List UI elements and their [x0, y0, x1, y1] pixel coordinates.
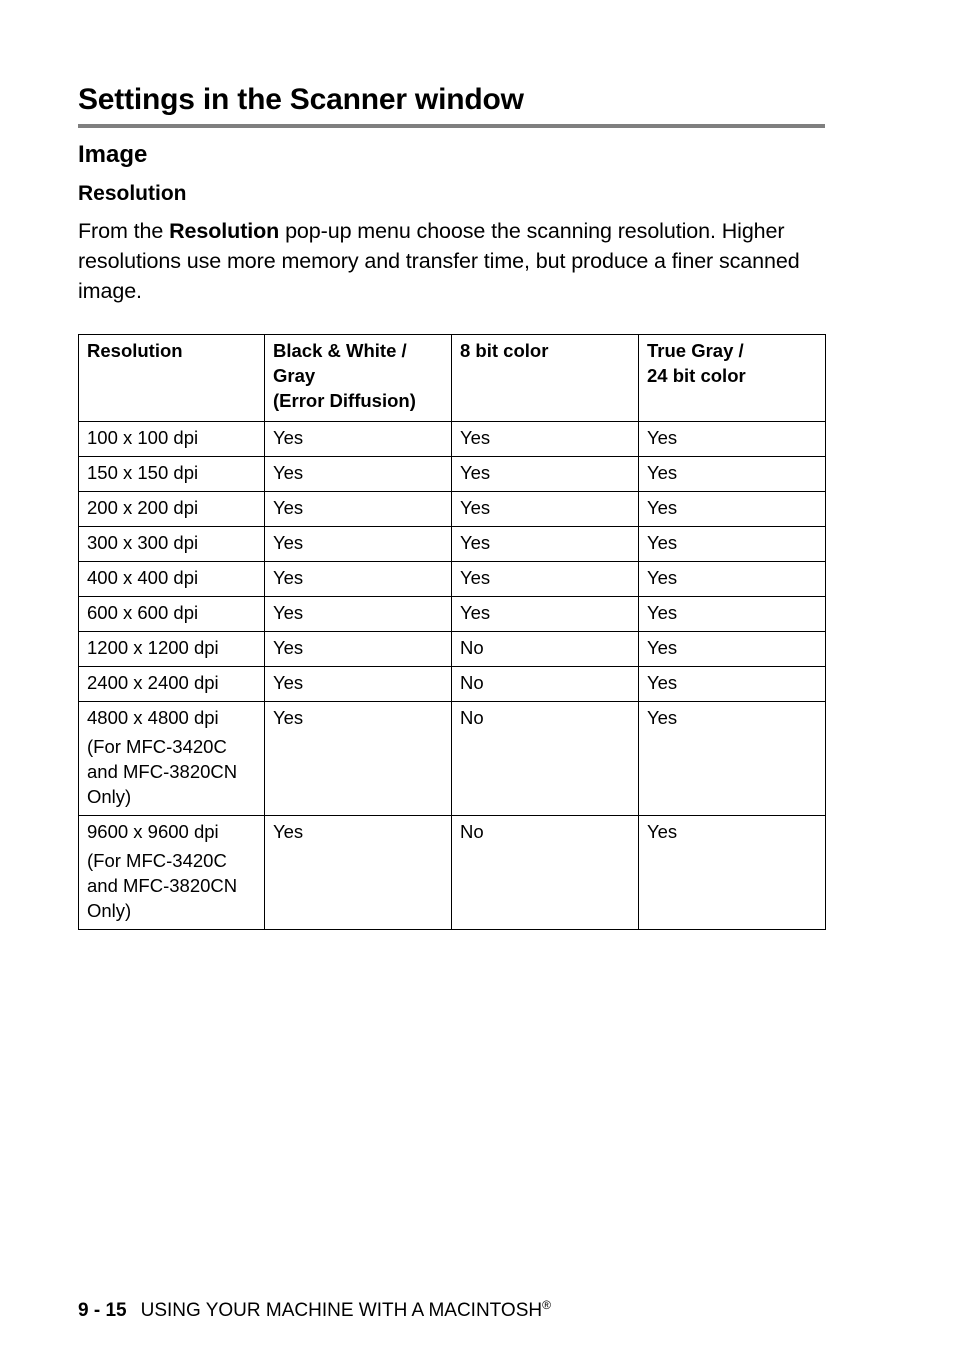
- subsection-title: Image: [78, 141, 148, 168]
- cell-resolution: 300 x 300 dpi: [79, 527, 265, 562]
- cell-truegray: Yes: [639, 422, 826, 457]
- cell-truegray: Yes: [639, 527, 826, 562]
- table-row: [79, 562, 826, 597]
- cell-8bit: Yes: [452, 492, 639, 527]
- table-row: [79, 702, 826, 816]
- table-row: [79, 457, 826, 492]
- cell-truegray: Yes: [639, 632, 826, 667]
- cell-resolution: [79, 702, 265, 816]
- cell-bw: Yes: [265, 562, 452, 597]
- intro-paragraph: [78, 216, 825, 306]
- model-note: (For MFC-3420C and MFC-3820CN Only): [87, 736, 238, 807]
- header-line: 24 bit color: [647, 365, 746, 386]
- resolution-value: 9600 x 9600 dpi: [87, 821, 219, 842]
- cell-bw: Yes: [265, 816, 452, 930]
- cell-8bit: Yes: [452, 562, 639, 597]
- cell-resolution: 2400 x 2400 dpi: [79, 667, 265, 702]
- cell-resolution: 600 x 600 dpi: [79, 597, 265, 632]
- header-line: True Gray /: [647, 340, 744, 361]
- cell-truegray: Yes: [639, 562, 826, 597]
- cell-truegray: Yes: [639, 667, 826, 702]
- model-note: (For MFC-3420C and MFC-3820CN Only): [87, 850, 238, 921]
- table-row: [79, 816, 826, 930]
- table-row: [79, 632, 826, 667]
- header-line: Gray: [273, 365, 316, 386]
- cell-resolution: 1200 x 1200 dpi: [79, 632, 265, 667]
- subsubsection-title: Resolution: [78, 182, 187, 205]
- intro-text-after: pop-up menu choose the scanning resolution. Higher resolutions use more memory and transfer time, but produce a finer scanned image.: [78, 219, 800, 303]
- cell-truegray: Yes: [639, 702, 826, 816]
- header-line: 8 bit color: [460, 340, 549, 361]
- cell-8bit: No: [452, 702, 639, 816]
- table-row: [79, 667, 826, 702]
- cell-bw: Yes: [265, 597, 452, 632]
- cell-resolution: 200 x 200 dpi: [79, 492, 265, 527]
- cell-truegray: Yes: [639, 597, 826, 632]
- cell-resolution: 400 x 400 dpi: [79, 562, 265, 597]
- resolution-table: [78, 334, 826, 930]
- cell-8bit: No: [452, 816, 639, 930]
- table-row: [79, 597, 826, 632]
- header-black-white-gray: [265, 335, 452, 422]
- cell-truegray: Yes: [639, 492, 826, 527]
- cell-bw: Yes: [265, 667, 452, 702]
- page-content: [78, 80, 825, 306]
- section-title: Settings in the Scanner window: [78, 83, 524, 116]
- cell-8bit: Yes: [452, 527, 639, 562]
- cell-bw: Yes: [265, 527, 452, 562]
- intro-bold-term: Resolution: [169, 219, 280, 243]
- cell-resolution: 150 x 150 dpi: [79, 457, 265, 492]
- header-line: Black & White /: [273, 340, 407, 361]
- cell-resolution: 100 x 100 dpi: [79, 422, 265, 457]
- cell-bw: Yes: [265, 492, 452, 527]
- resolution-value: 4800 x 4800 dpi: [87, 707, 219, 728]
- cell-truegray: Yes: [639, 457, 826, 492]
- title-rule: [78, 124, 825, 128]
- cell-resolution: [79, 816, 265, 930]
- cell-truegray: Yes: [639, 816, 826, 930]
- table-row: [79, 422, 826, 457]
- footer-page-number: 9 - 15: [78, 1300, 127, 1321]
- page-footer: [78, 1298, 551, 1324]
- table-row: [79, 492, 826, 527]
- table-header-row: [79, 335, 826, 422]
- registered-mark: ®: [542, 1298, 551, 1312]
- header-true-gray: [639, 335, 826, 422]
- cell-8bit: Yes: [452, 597, 639, 632]
- cell-8bit: Yes: [452, 422, 639, 457]
- cell-bw: Yes: [265, 702, 452, 816]
- intro-text-before: From the: [78, 219, 170, 243]
- cell-8bit: No: [452, 667, 639, 702]
- table-row: [79, 527, 826, 562]
- cell-bw: Yes: [265, 422, 452, 457]
- cell-8bit: No: [452, 632, 639, 667]
- header-8-bit-color: [452, 335, 639, 422]
- header-line: Resolution: [87, 340, 183, 361]
- header-line: (Error Diffusion): [273, 390, 416, 411]
- cell-bw: Yes: [265, 632, 452, 667]
- cell-bw: Yes: [265, 457, 452, 492]
- header-resolution: [79, 335, 265, 422]
- cell-8bit: Yes: [452, 457, 639, 492]
- footer-chapter-title: USING YOUR MACHINE WITH A MACINTOSH: [140, 1300, 543, 1321]
